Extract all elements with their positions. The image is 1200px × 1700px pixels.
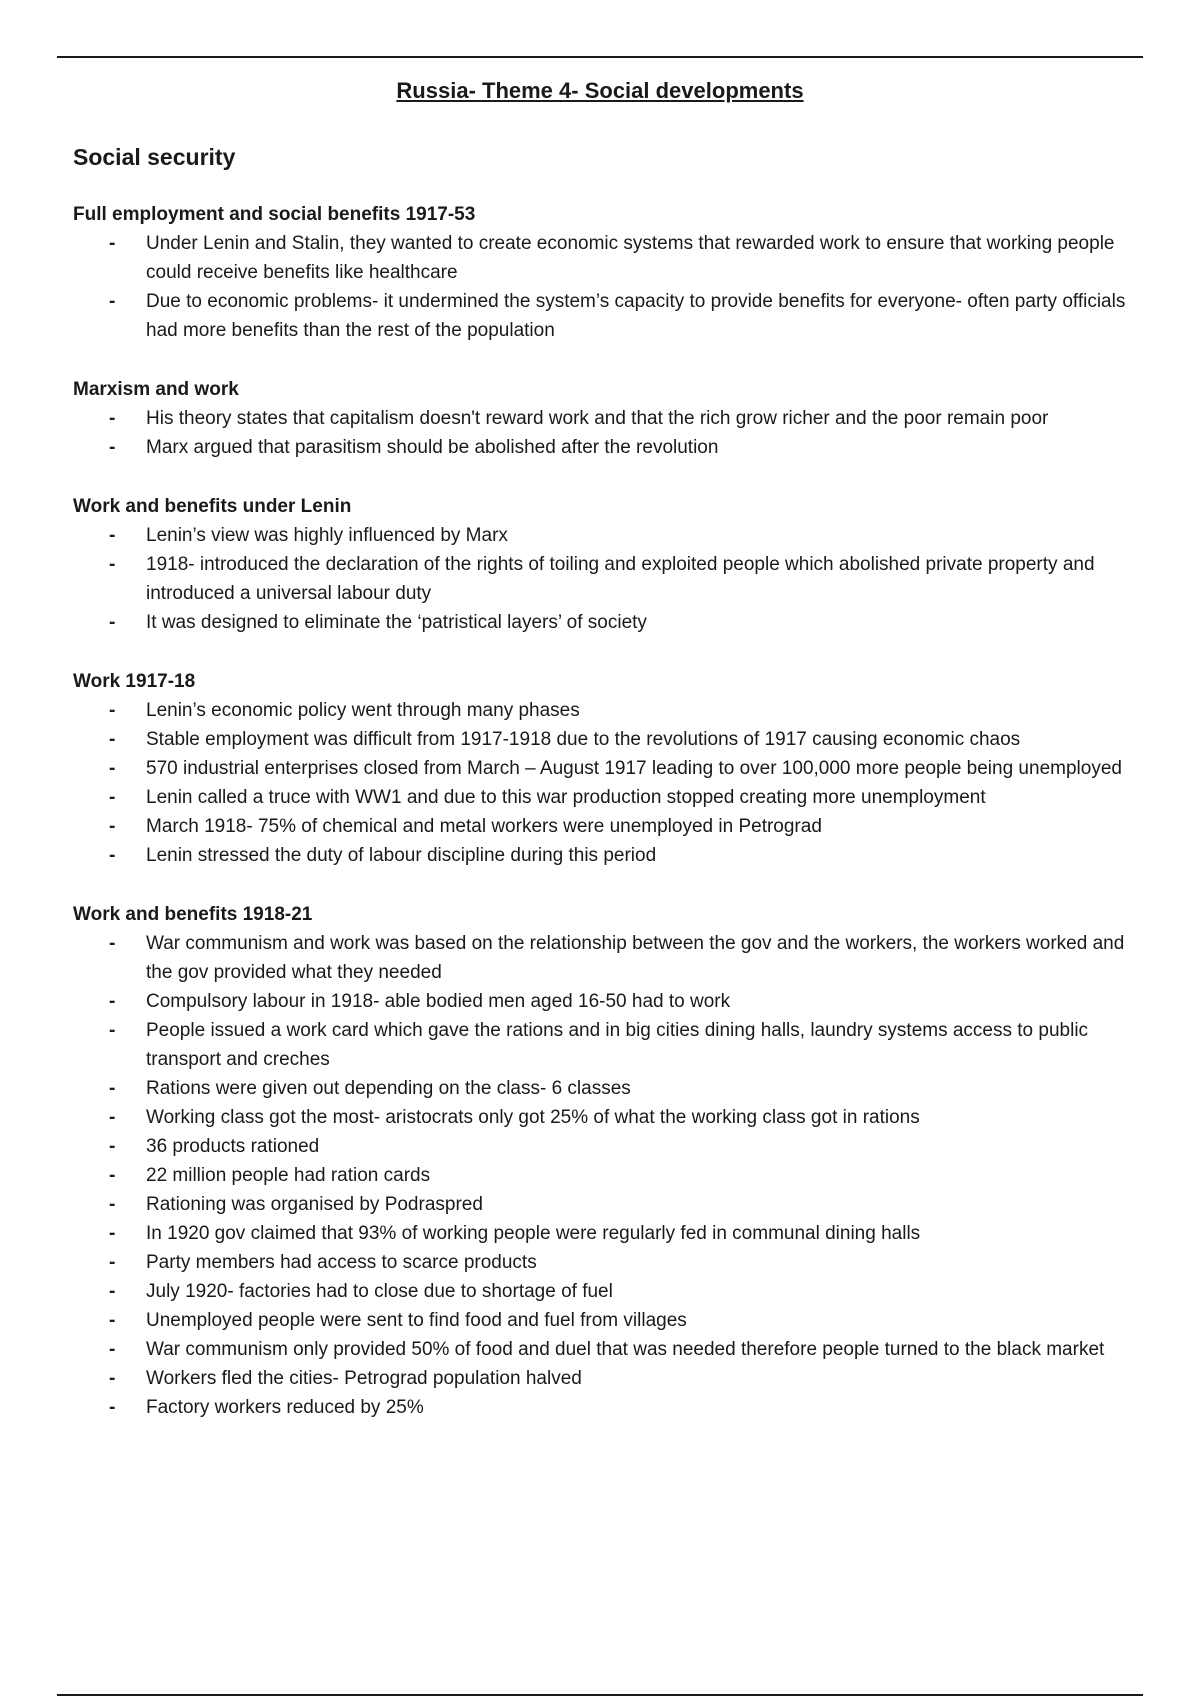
bullet-text: Working class got the most- aristocrats only got 25% of what the working class got in rations	[146, 1107, 920, 1128]
bullet-dash-icon: -	[109, 1165, 116, 1186]
document-body	[73, 142, 1143, 1452]
bullet-list	[73, 696, 1143, 870]
bullet-list	[73, 404, 1143, 462]
list-item	[73, 287, 1143, 345]
bullet-dash-icon: -	[109, 1194, 116, 1215]
bullet-dash-icon: -	[109, 525, 116, 546]
list-item	[73, 987, 1143, 1016]
list-item	[73, 1161, 1143, 1190]
list-item	[73, 841, 1143, 870]
list-item	[73, 1277, 1143, 1306]
bullet-dash-icon: -	[109, 1078, 116, 1099]
bullet-dash-icon: -	[109, 233, 116, 254]
top-divider	[57, 56, 1143, 58]
bullet-dash-icon: -	[109, 1223, 116, 1244]
bullet-text: Rations were given out depending on the class- 6 classes	[146, 1078, 631, 1099]
subsection	[73, 667, 1143, 870]
bullet-dash-icon: -	[109, 1368, 116, 1389]
bullet-list	[73, 521, 1143, 637]
bullet-text: 570 industrial enterprises closed from March – August 1917 leading to over 100,000 more people being unemployed	[146, 758, 1122, 779]
bullet-dash-icon: -	[109, 1136, 116, 1157]
list-item	[73, 229, 1143, 287]
list-item	[73, 725, 1143, 754]
bullet-dash-icon: -	[109, 612, 116, 633]
list-item	[73, 1190, 1143, 1219]
list-item	[73, 1364, 1143, 1393]
list-item	[73, 433, 1143, 462]
list-item	[73, 550, 1143, 608]
bullet-text: It was designed to eliminate the ‘patristical layers’ of society	[146, 612, 647, 633]
bullet-dash-icon: -	[109, 437, 116, 458]
list-item	[73, 1248, 1143, 1277]
subsection	[73, 900, 1143, 1422]
list-item	[73, 1219, 1143, 1248]
list-item	[73, 812, 1143, 841]
subsection-heading: Work and benefits 1918-21	[73, 904, 313, 925]
bullet-text: War communism and work was based on the relationship between the gov and the workers, the workers worked and the gov provided what they needed	[146, 933, 1125, 983]
bullet-text: Lenin called a truce with WW1 and due to this war production stopped creating more unemployment	[146, 787, 986, 808]
subsection-heading: Full employment and social benefits 1917-53	[73, 204, 476, 225]
bullet-text: In 1920 gov claimed that 93% of working people were regularly fed in communal dining halls	[146, 1223, 921, 1244]
bullet-dash-icon: -	[109, 1281, 116, 1302]
list-item	[73, 1132, 1143, 1161]
bullet-dash-icon: -	[109, 554, 116, 575]
bullet-dash-icon: -	[109, 991, 116, 1012]
list-item	[73, 1103, 1143, 1132]
bullet-dash-icon: -	[109, 729, 116, 750]
subsection	[73, 375, 1143, 462]
list-item	[73, 1016, 1143, 1074]
list-item	[73, 521, 1143, 550]
subsection-list	[73, 200, 1143, 1422]
bullet-text: Due to economic problems- it undermined the system’s capacity to provide benefits for everyone- often party officials had more benefits than the rest of the population	[146, 291, 1126, 341]
list-item	[73, 929, 1143, 987]
bullet-text: Party members had access to scarce products	[146, 1252, 537, 1273]
list-item	[73, 1393, 1143, 1422]
list-item	[73, 608, 1143, 637]
list-item	[73, 696, 1143, 725]
list-item	[73, 783, 1143, 812]
bullet-dash-icon: -	[109, 408, 116, 429]
bullet-text: Rationing was organised by Podraspred	[146, 1194, 483, 1215]
bullet-dash-icon: -	[109, 291, 116, 312]
bullet-dash-icon: -	[109, 1020, 116, 1041]
bullet-dash-icon: -	[109, 1397, 116, 1418]
bullet-dash-icon: -	[109, 1310, 116, 1331]
subsection-heading: Work and benefits under Lenin	[73, 496, 352, 517]
bullet-dash-icon: -	[109, 933, 116, 954]
bullet-dash-icon: -	[109, 787, 116, 808]
bullet-dash-icon: -	[109, 700, 116, 721]
bullet-text: Lenin’s view was highly influenced by Marx	[146, 525, 508, 546]
bullet-list	[73, 929, 1143, 1422]
bullet-text: Unemployed people were sent to find food and fuel from villages	[146, 1310, 687, 1331]
subsection-heading: Work 1917-18	[73, 671, 196, 692]
subsection	[73, 200, 1143, 345]
bullet-text: 22 million people had ration cards	[146, 1165, 431, 1186]
bullet-text: Workers fled the cities- Petrograd population halved	[146, 1368, 582, 1389]
section-heading: Social security	[73, 144, 236, 170]
bullet-text: 36 products rationed	[146, 1136, 320, 1157]
subsection	[73, 492, 1143, 637]
bullet-text: Marx argued that parasitism should be abolished after the revolution	[146, 437, 719, 458]
bullet-text: Compulsory labour in 1918- able bodied men aged 16-50 had to work	[146, 991, 731, 1012]
subsection-heading: Marxism and work	[73, 379, 239, 400]
list-item	[73, 754, 1143, 783]
bullet-text: His theory states that capitalism doesn't reward work and that the rich grow richer and the poor remain poor	[146, 408, 1049, 429]
bullet-text: Stable employment was difficult from 1917-1918 due to the revolutions of 1917 causing economic chaos	[146, 729, 1021, 750]
bullet-text: Lenin’s economic policy went through many phases	[146, 700, 580, 721]
bullet-dash-icon: -	[109, 1339, 116, 1360]
list-item	[73, 404, 1143, 433]
bullet-text: People issued a work card which gave the rations and in big cities dining halls, laundry systems access to public transport and creches	[146, 1020, 1089, 1070]
list-item	[73, 1306, 1143, 1335]
bullet-text: July 1920- factories had to close due to shortage of fuel	[146, 1281, 613, 1302]
bullet-text: Under Lenin and Stalin, they wanted to create economic systems that rewarded work to ensure that working people could receive benefits like healthcare	[146, 233, 1115, 283]
list-item	[73, 1074, 1143, 1103]
bullet-dash-icon: -	[109, 1252, 116, 1273]
bullet-text: Lenin stressed the duty of labour discipline during this period	[146, 845, 657, 866]
bullet-text: War communism only provided 50% of food and duel that was needed therefore people turned to the black market	[146, 1339, 1105, 1360]
list-item	[73, 1335, 1143, 1364]
bullet-dash-icon: -	[109, 816, 116, 837]
bullet-text: March 1918- 75% of chemical and metal workers were unemployed in Petrograd	[146, 816, 822, 837]
bullet-text: Factory workers reduced by 25%	[146, 1397, 424, 1418]
bullet-dash-icon: -	[109, 845, 116, 866]
bottom-divider	[57, 1694, 1143, 1696]
bullet-text: 1918- introduced the declaration of the rights of toiling and exploited people which abolished private property and introduced a universal labour duty	[146, 554, 1095, 604]
bullet-list	[73, 229, 1143, 345]
bullet-dash-icon: -	[109, 1107, 116, 1128]
document-title: Russia- Theme 4- Social developments	[396, 78, 804, 103]
bullet-dash-icon: -	[109, 758, 116, 779]
